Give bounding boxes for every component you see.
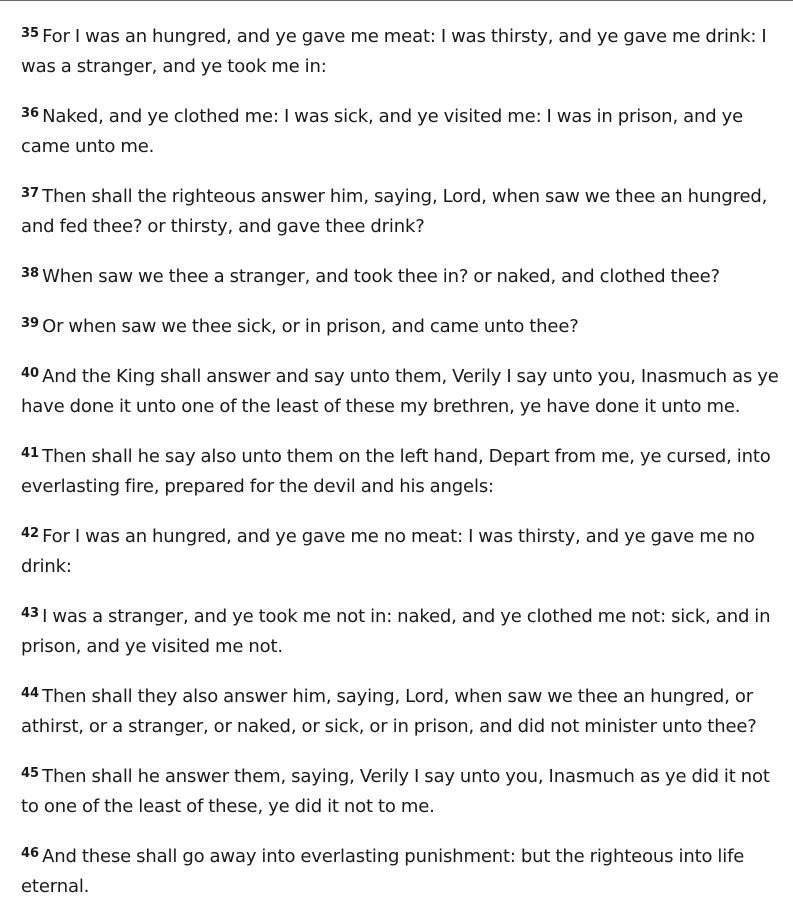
verse-42 [21,522,781,582]
verse-text: Then shall he answer them, saying, Verily I say unto you, Inasmuch as ye did it not to one of the least of these, ye did it not to me. [21,766,770,817]
top-divider [0,0,793,1]
verse-35 [21,22,781,82]
verse-number: 43 [21,606,40,621]
verse-40 [21,362,781,422]
verse-number: 35 [21,26,40,41]
verse-number: 44 [21,686,40,701]
verse-number: 37 [21,186,40,201]
verse-text: I was a stranger, and ye took me not in: naked, and ye clothed me not: sick, and in prison, and ye visited me not. [21,606,771,657]
verse-number: 45 [21,766,40,781]
verse-text: Then shall he say also unto them on the left hand, Depart from me, ye cursed, into everlasting fire, prepared for the devil and his angels: [21,446,771,497]
verse-45 [21,762,781,822]
verse-text: Then shall the righteous answer him, saying, Lord, when saw we thee an hungred, and fed thee? or thirsty, and gave thee drink? [21,186,768,237]
verse-text: Or when saw we thee sick, or in prison, and came unto thee? [42,316,579,337]
verse-text: And these shall go away into everlasting punishment: but the righteous into life eternal. [21,846,745,897]
verse-39 [21,312,781,342]
verse-text: For I was an hungred, and ye gave me meat: I was thirsty, and ye gave me drink: I was a stranger, and ye took me in: [21,26,767,77]
verse-46 [21,842,781,902]
verse-number: 40 [21,366,40,381]
verse-number: 38 [21,266,40,281]
verse-list [21,22,781,922]
verse-number: 39 [21,316,40,331]
verse-number: 46 [21,846,40,861]
verse-number: 36 [21,106,40,121]
verse-text: For I was an hungred, and ye gave me no meat: I was thirsty, and ye gave me no drink: [21,526,755,577]
verse-text: And the King shall answer and say unto them, Verily I say unto you, Inasmuch as ye have done it unto one of the least of these my brethren, ye have done it unto me. [21,366,779,417]
verse-37 [21,182,781,242]
verse-text: Then shall they also answer him, saying, Lord, when saw we thee an hungred, or athirst, or a stranger, or naked, or sick, or in prison, and did not minister unto thee? [21,686,757,737]
verse-44 [21,682,781,742]
verse-41 [21,442,781,502]
verse-text: Naked, and ye clothed me: I was sick, and ye visited me: I was in prison, and ye came unto me. [21,106,744,157]
verse-38 [21,262,781,292]
verse-number: 42 [21,526,40,541]
verse-36 [21,102,781,162]
verse-number: 41 [21,446,40,461]
verse-text: When saw we thee a stranger, and took thee in? or naked, and clothed thee? [42,266,720,287]
verse-43 [21,602,781,662]
